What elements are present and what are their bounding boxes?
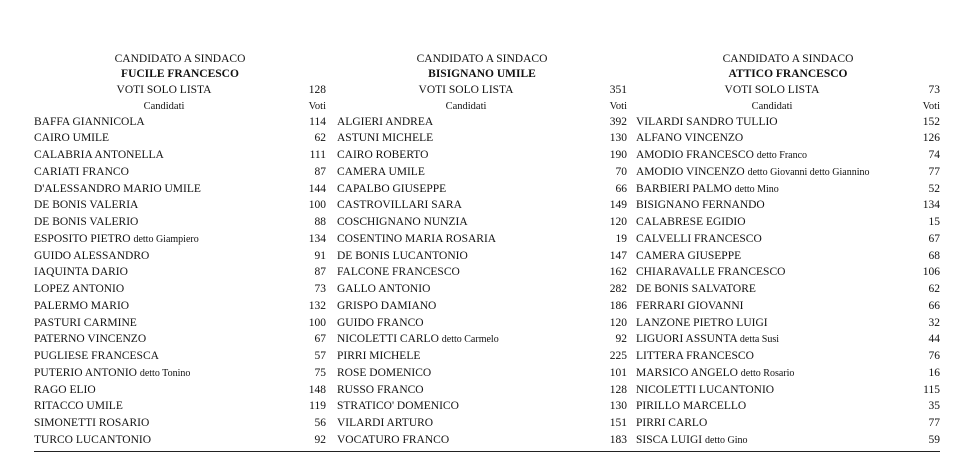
table-row — [34, 432, 326, 449]
table-row — [337, 331, 627, 348]
mayor-name: FUCILE FRANCESCO — [121, 68, 239, 80]
candidate-surname: RITACCO UMILE — [34, 400, 123, 413]
candidate-surname: PALERMO MARIO — [34, 299, 130, 312]
list-only-row — [337, 82, 627, 99]
table-row — [34, 181, 326, 198]
table-row — [34, 231, 326, 248]
candidate-votes: 75 — [314, 366, 326, 379]
candidate-votes: 130 — [609, 400, 627, 413]
candidate-name — [337, 248, 595, 265]
candidate-surname: COSCHIGNANO NUNZIA — [337, 216, 468, 229]
mayor-name: BISIGNANO UMILE — [428, 68, 536, 80]
candidate-votes: 152 — [922, 115, 940, 128]
table-row — [34, 382, 326, 399]
candidate-surname: RUSSO FRANCO — [337, 383, 424, 396]
table-row — [337, 264, 627, 281]
candidate-votes: 16 — [928, 366, 940, 379]
votes-header: Voti — [922, 100, 940, 112]
candidate-votes: 91 — [314, 249, 326, 262]
candidate-name — [337, 298, 595, 315]
candidate-surname: COSENTINO MARIA ROSARIA — [337, 232, 497, 245]
candidate-votes: 32 — [928, 316, 940, 329]
candidate-name — [337, 398, 595, 415]
candidate-nickname: detta Susi — [739, 334, 780, 346]
table-row — [34, 130, 326, 147]
candidate-name — [636, 231, 908, 248]
candidate-votes: 35 — [928, 400, 940, 413]
table-row — [337, 415, 627, 432]
table-row — [337, 231, 627, 248]
table-row — [636, 130, 940, 147]
table-row — [337, 147, 627, 164]
candidate-votes: 70 — [615, 165, 627, 178]
candidate-surname: GALLO ANTONIO — [337, 283, 431, 296]
candidate-name — [636, 331, 908, 348]
table-row — [34, 264, 326, 281]
table-row — [337, 315, 627, 332]
list-column-3 — [636, 52, 940, 449]
table-row — [636, 264, 940, 281]
candidate-name — [34, 315, 294, 332]
candidate-surname: VILARDI ARTURO — [337, 417, 434, 430]
list-only-votes: 351 — [609, 84, 627, 96]
candidate-name — [636, 147, 908, 164]
list-only-votes: 128 — [308, 84, 326, 96]
candidate-surname: CARIATI FRANCO — [34, 165, 129, 178]
mayor-name: ATTICO FRANCESCO — [728, 68, 848, 80]
candidate-votes: 134 — [308, 232, 326, 245]
table-row — [636, 365, 940, 382]
table-row — [636, 164, 940, 181]
candidate-name — [337, 264, 595, 281]
candidate-votes: 149 — [609, 199, 627, 212]
candidate-surname: LOPEZ ANTONIO — [34, 283, 125, 296]
candidate-surname: PIRILLO MARCELLO — [636, 400, 747, 413]
candidate-surname: ASTUNI MICHELE — [337, 132, 434, 145]
candidate-surname: GUIDO FRANCO — [337, 316, 424, 329]
candidate-nickname: detto Giampiero — [133, 233, 199, 245]
candidate-surname: DE BONIS VALERIA — [34, 199, 139, 212]
bottom-rule — [34, 451, 940, 452]
candidate-surname: AMODIO FRANCESCO — [636, 149, 754, 162]
table-row — [337, 164, 627, 181]
candidate-votes: 132 — [308, 299, 326, 312]
table-row — [34, 398, 326, 415]
candidate-surname: BARBIERI PALMO — [636, 182, 732, 195]
candidate-surname: CAMERA UMILE — [337, 165, 425, 178]
candidate-name — [34, 415, 294, 432]
candidate-votes: 151 — [609, 417, 627, 430]
candidate-votes: 101 — [609, 366, 627, 379]
table-row — [34, 348, 326, 365]
candidate-surname: ESPOSITO PIETRO — [34, 232, 131, 245]
candidates-header: Candidati — [445, 100, 487, 112]
candidate-votes: 190 — [609, 149, 627, 162]
list-only-label: VOTI SOLO LISTA — [724, 84, 820, 96]
candidate-name — [34, 114, 294, 131]
candidate-name — [337, 415, 595, 432]
table-row — [337, 348, 627, 365]
candidate-surname: CALVELLI FRANCESCO — [636, 232, 762, 245]
candidate-votes: 126 — [922, 132, 940, 145]
candidate-votes: 392 — [609, 115, 627, 128]
table-row — [34, 298, 326, 315]
table-row — [337, 365, 627, 382]
candidate-name — [636, 365, 908, 382]
candidate-surname: PIRRI CARLO — [636, 417, 708, 430]
candidate-votes: 134 — [922, 199, 940, 212]
candidate-surname: ALFANO VINCENZO — [636, 132, 744, 145]
candidate-name — [337, 214, 595, 231]
candidate-nickname: detto Mino — [734, 183, 779, 195]
table-row — [337, 298, 627, 315]
candidate-votes: 76 — [928, 350, 940, 363]
candidate-surname: SIMONETTI ROSARIO — [34, 417, 150, 430]
candidate-surname: MARSICO ANGELO — [636, 366, 738, 379]
candidate-surname: DE BONIS SALVATORE — [636, 283, 756, 296]
candidate-votes: 15 — [928, 216, 940, 229]
candidate-votes: 87 — [314, 266, 326, 279]
candidate-nickname: detto Rosario — [740, 367, 795, 379]
candidate-votes: 92 — [314, 433, 326, 446]
table-row — [636, 248, 940, 265]
candidate-name — [34, 298, 294, 315]
table-row — [337, 382, 627, 399]
candidate-nickname: detto Carmelo — [441, 334, 499, 346]
candidate-votes: 73 — [314, 283, 326, 296]
candidate-surname: RAGO ELIO — [34, 383, 96, 396]
candidate-votes: 67 — [314, 333, 326, 346]
candidate-name — [337, 331, 595, 348]
candidate-surname: FALCONE FRANCESCO — [337, 266, 460, 279]
candidate-name — [337, 197, 595, 214]
candidate-name — [636, 181, 908, 198]
candidate-name — [337, 281, 595, 298]
candidate-surname: DE BONIS LUCANTONIO — [337, 249, 468, 262]
candidate-list — [337, 114, 627, 449]
table-row — [34, 147, 326, 164]
candidate-name — [34, 164, 294, 181]
candidate-surname: CASTROVILLARI SARA — [337, 199, 462, 212]
candidate-name — [34, 365, 294, 382]
candidate-surname: CALABRIA ANTONELLA — [34, 149, 164, 162]
candidate-votes: 92 — [615, 333, 627, 346]
candidate-name — [337, 147, 595, 164]
table-row — [337, 130, 627, 147]
candidate-votes: 88 — [314, 216, 326, 229]
candidate-surname: NICOLETTI CARLO — [337, 333, 439, 346]
table-row — [337, 181, 627, 198]
candidate-votes: 128 — [609, 383, 627, 396]
table-row — [636, 348, 940, 365]
table-header — [636, 99, 940, 114]
table-row — [636, 415, 940, 432]
candidate-votes: 57 — [314, 350, 326, 363]
list-column-1 — [34, 52, 326, 449]
table-row — [34, 214, 326, 231]
candidate-name — [337, 130, 595, 147]
candidate-votes: 62 — [928, 283, 940, 296]
table-row — [34, 281, 326, 298]
table-row — [636, 231, 940, 248]
candidate-name — [337, 348, 595, 365]
table-row — [636, 181, 940, 198]
table-row — [34, 315, 326, 332]
candidate-surname: FERRARI GIOVANNI — [636, 299, 744, 312]
candidate-votes: 66 — [928, 299, 940, 312]
table-row — [34, 164, 326, 181]
table-row — [337, 432, 627, 449]
candidate-surname: BAFFA GIANNICOLA — [34, 115, 145, 128]
candidate-votes: 74 — [928, 149, 940, 162]
table-row — [636, 197, 940, 214]
candidate-votes: 282 — [609, 283, 627, 296]
candidate-votes: 56 — [314, 417, 326, 430]
candidate-surname: GRISPO DAMIANO — [337, 299, 437, 312]
candidate-name — [34, 432, 294, 449]
candidate-votes: 111 — [309, 149, 326, 162]
candidate-name — [34, 281, 294, 298]
candidate-votes: 52 — [928, 182, 940, 195]
table-row — [636, 315, 940, 332]
votes-header: Voti — [609, 100, 627, 112]
candidate-votes: 68 — [928, 249, 940, 262]
table-row — [636, 298, 940, 315]
candidate-name — [636, 114, 908, 131]
candidate-name — [337, 315, 595, 332]
table-header — [34, 99, 326, 114]
table-row — [337, 214, 627, 231]
table-row — [34, 365, 326, 382]
candidate-surname: LIGUORI ASSUNTA — [636, 333, 737, 346]
candidate-votes: 130 — [609, 132, 627, 145]
mayor-title: CANDIDATO A SINDACO — [722, 53, 854, 65]
candidate-votes: 59 — [928, 433, 940, 446]
candidate-votes: 144 — [308, 182, 326, 195]
candidate-votes: 114 — [309, 115, 326, 128]
list-only-row — [34, 82, 326, 99]
candidate-name — [34, 248, 294, 265]
candidate-votes: 115 — [923, 383, 940, 396]
candidate-name — [636, 197, 908, 214]
list-only-votes: 73 — [928, 84, 940, 96]
candidate-surname: LITTERA FRANCESCO — [636, 350, 754, 363]
candidate-surname: BISIGNANO FERNANDO — [636, 199, 765, 212]
candidate-name — [636, 415, 908, 432]
candidate-votes: 77 — [928, 165, 940, 178]
candidate-votes: 62 — [314, 132, 326, 145]
candidate-surname: LANZONE PIETRO LUIGI — [636, 316, 768, 329]
candidate-name — [34, 264, 294, 281]
candidate-name — [636, 164, 908, 181]
candidate-name — [636, 281, 908, 298]
table-row — [337, 197, 627, 214]
candidate-votes: 120 — [609, 216, 627, 229]
candidate-name — [34, 331, 294, 348]
table-row — [34, 114, 326, 131]
candidate-surname: PUGLIESE FRANCESCA — [34, 350, 159, 363]
candidate-name — [636, 398, 908, 415]
candidate-votes: 19 — [615, 232, 627, 245]
candidate-name — [636, 382, 908, 399]
candidate-nickname: detto Tonino — [139, 367, 191, 379]
table-row — [337, 248, 627, 265]
candidate-surname: DE BONIS VALERIO — [34, 216, 139, 229]
table-row — [34, 331, 326, 348]
candidate-surname: CALABRESE EGIDIO — [636, 216, 746, 229]
candidate-name — [337, 114, 595, 131]
candidate-surname: AMODIO VINCENZO — [636, 165, 745, 178]
candidate-list — [636, 114, 940, 449]
candidate-surname: PATERNO VINCENZO — [34, 333, 147, 346]
candidate-votes: 100 — [308, 316, 326, 329]
candidate-name — [34, 398, 294, 415]
table-row — [636, 114, 940, 131]
candidate-name — [636, 248, 908, 265]
table-header — [337, 99, 627, 114]
candidate-name — [636, 315, 908, 332]
list-only-label: VOTI SOLO LISTA — [418, 84, 514, 96]
candidate-name — [636, 432, 908, 449]
candidate-name — [337, 382, 595, 399]
table-row — [636, 147, 940, 164]
candidate-votes: 120 — [609, 316, 627, 329]
candidate-list — [34, 114, 326, 449]
candidate-name — [34, 348, 294, 365]
table-row — [34, 415, 326, 432]
candidate-surname: CHIARAVALLE FRANCESCO — [636, 266, 786, 279]
candidate-name — [34, 214, 294, 231]
candidate-votes: 106 — [922, 266, 940, 279]
candidates-header: Candidati — [143, 100, 185, 112]
table-row — [636, 281, 940, 298]
candidate-votes: 186 — [609, 299, 627, 312]
candidate-name — [337, 164, 595, 181]
candidate-votes: 66 — [615, 182, 627, 195]
table-row — [636, 398, 940, 415]
candidate-name — [34, 382, 294, 399]
candidate-name — [34, 147, 294, 164]
candidate-votes: 77 — [928, 417, 940, 430]
table-row — [636, 382, 940, 399]
mayor-title: CANDIDATO A SINDACO — [114, 53, 246, 65]
candidate-surname: SISCA LUIGI — [636, 433, 703, 446]
candidate-nickname: detto Gino — [705, 434, 748, 446]
table-row — [337, 398, 627, 415]
candidate-name — [636, 298, 908, 315]
candidate-nickname: detto Giovanni detto Giannino — [747, 166, 870, 178]
candidate-name — [337, 365, 595, 382]
candidate-name — [34, 231, 294, 248]
candidate-name — [34, 130, 294, 147]
candidates-header: Candidati — [751, 100, 793, 112]
candidate-votes: 225 — [609, 350, 627, 363]
list-column-2 — [337, 52, 627, 449]
candidate-name — [337, 181, 595, 198]
candidate-surname: ALGIERI ANDREA — [337, 115, 434, 128]
candidate-nickname: detto Franco — [756, 150, 808, 162]
candidate-votes: 183 — [609, 433, 627, 446]
candidate-name — [636, 264, 908, 281]
candidate-votes: 119 — [309, 400, 326, 413]
candidate-surname: TURCO LUCANTONIO — [34, 433, 152, 446]
candidate-surname: CAPALBO GIUSEPPE — [337, 182, 447, 195]
list-only-row — [636, 82, 940, 99]
candidate-surname: VILARDI SANDRO TULLIO — [636, 115, 778, 128]
candidate-name — [34, 181, 294, 198]
candidate-name — [636, 348, 908, 365]
candidate-votes: 100 — [308, 199, 326, 212]
candidate-surname: PUTERIO ANTONIO — [34, 366, 137, 379]
candidate-surname: ROSE DOMENICO — [337, 366, 432, 379]
candidate-surname: GUIDO ALESSANDRO — [34, 249, 150, 262]
table-row — [636, 331, 940, 348]
candidate-name — [337, 231, 595, 248]
table-row — [636, 214, 940, 231]
candidate-surname: IAQUINTA DARIO — [34, 266, 128, 279]
candidate-votes: 162 — [609, 266, 627, 279]
candidate-surname: CAMERA GIUSEPPE — [636, 249, 742, 262]
candidate-votes: 87 — [314, 165, 326, 178]
table-row — [337, 281, 627, 298]
candidate-votes: 67 — [928, 232, 940, 245]
candidate-surname: D'ALESSANDRO MARIO UMILE — [34, 182, 201, 195]
candidate-votes: 147 — [609, 249, 627, 262]
candidate-surname: NICOLETTI LUCANTONIO — [636, 383, 775, 396]
candidate-surname: PIRRI MICHELE — [337, 350, 421, 363]
table-row — [34, 248, 326, 265]
candidate-surname: STRATICO' DOMENICO — [337, 400, 459, 413]
list-only-label: VOTI SOLO LISTA — [116, 84, 212, 96]
table-row — [337, 114, 627, 131]
votes-header: Voti — [308, 100, 326, 112]
candidate-surname: CAIRO ROBERTO — [337, 149, 429, 162]
candidate-surname: VOCATURO FRANCO — [337, 433, 450, 446]
table-row — [636, 432, 940, 449]
candidate-name — [636, 214, 908, 231]
table-row — [34, 197, 326, 214]
candidate-votes: 44 — [928, 333, 940, 346]
candidate-name — [636, 130, 908, 147]
mayor-title: CANDIDATO A SINDACO — [416, 53, 548, 65]
candidate-surname: PASTURI CARMINE — [34, 316, 137, 329]
candidate-name — [34, 197, 294, 214]
candidate-surname: CAIRO UMILE — [34, 132, 110, 145]
candidate-votes: 148 — [308, 383, 326, 396]
candidate-name — [337, 432, 595, 449]
